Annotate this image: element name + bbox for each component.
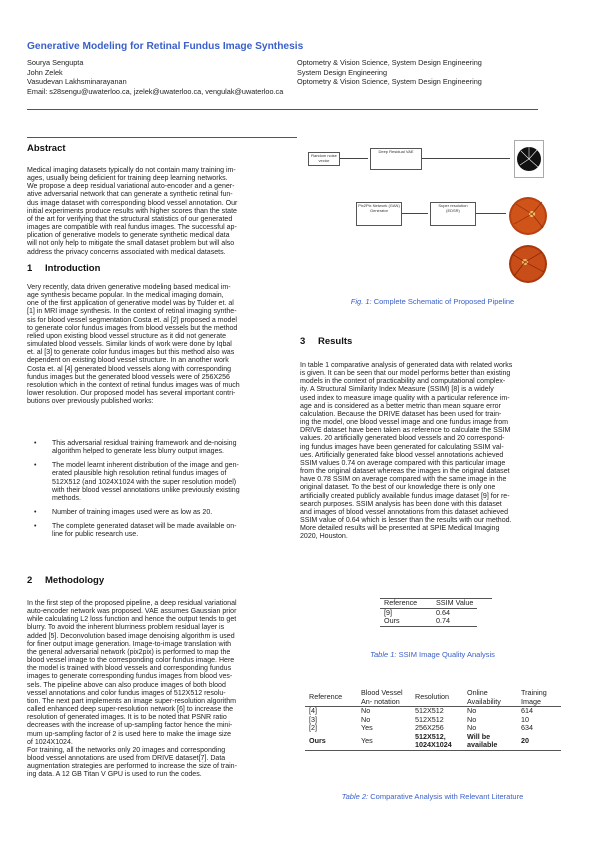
text-line: added [5]. Deconvolution based image denoising algorithm is used [27,632,235,640]
column-header: Blood Vessel An- notation [361,688,403,706]
table-cell: 512X512 [415,706,444,715]
text-line: with their blood vessel annotations unlike previously existing [52,486,240,494]
fundus-image [508,240,548,286]
text-line: ing data. A 12 GB Titan V GPU is used to run the codes. [27,771,202,779]
text-line: 512X512 (and 1024X1024 with the super resolution model) [52,478,237,486]
text-line: et. al [3] to generate color fundus images but this method also was [27,349,235,357]
text-line: butions over previously published works: [27,398,154,406]
table-rule [380,598,492,599]
fundus-thumbnail [508,240,548,286]
text-line: 2020, Houston. [300,533,348,541]
text-line: while calculating L2 loss function and hence the output tends to get [27,616,237,624]
text-line: simulated blood vessels. Similar kinds of work were done by Iqbal [27,341,232,349]
caption-label: Fig. 1: [350,297,372,306]
text-line: for finer output image generation. Image-to-image translation with [27,640,232,648]
author-name: John Zelek [27,67,63,77]
table-comparison [305,689,561,751]
table-cell: 0.74 [436,616,450,625]
table-cell: 0.64 [436,607,450,617]
bullet-list [27,440,295,540]
text-line: blood vessel annotations are used from DRIVE dataset[7]. Data [27,754,226,762]
text-line: and images of blood vessel annotations from this dataset achieved [300,508,509,516]
list-item [27,462,295,503]
text-line: auto-encoder network was proposed. VAE assumes Gaussian prior [27,608,237,616]
ssim-table [380,599,477,627]
divider [27,137,297,138]
text-line: [1] in MRI image synthesis. In the context of retinal imaging synthe- [27,308,237,316]
section-heading-introduction [27,263,100,274]
author-affiliations [297,58,482,87]
text-line: blood vessel image to the corresponding color fundus image. Here [27,657,235,665]
table-cell: Ours [384,616,400,625]
arrow [340,158,368,159]
table-cell: [4] [309,706,317,715]
node-super-resolution: Super resolution (EDSR) [430,202,476,226]
text-line: In the first step of the proposed pipeline, a deep residual variational [27,600,237,607]
table-cell: [2] [309,723,317,732]
text-line: used index to measure image quality with a particular reference im- [300,394,510,402]
section-heading-abstract: Abstract [27,143,66,154]
vessel-image [515,141,543,177]
table-cell: No [361,706,371,715]
section-number: 3 [300,336,306,347]
text-line: calculation. Because the DRIVE dataset has been used for train- [300,410,502,418]
list-item [27,509,295,517]
text-line: initial experiments produce results with higher scores than the state [27,207,237,215]
text-line: from the original dataset whereas the images in the original dataset [300,468,510,476]
table-cell: 634 [521,723,533,732]
table-cell: No [361,714,371,724]
table2-caption [300,792,565,801]
text-line: age and is considered as a better metric than mean square error [300,402,501,410]
table-ssim [380,598,477,627]
text-line: SSIM values 0.74 on average compared with this particular image [300,459,506,467]
text-line: blurry. To avoid the inherent blurriness problem residual layer is [27,624,225,632]
text-line: • The complete generated dataset will be made available on- [52,523,237,531]
author-emails: Email: s28sengu@uwaterloo.ca, jzelek@uwaterloo.ca, vengulak@uwaterloo.ca [27,87,284,96]
text-line: methods. [52,494,81,502]
text-line: called enhanced deep super-resolution network [6] to increase the [27,706,234,714]
abstract-text [27,167,295,257]
list-item [27,523,295,539]
caption-text: Complete Schematic of Proposed Pipeline [373,297,515,306]
text-line: algorithm helped to generate less blurry output images. [52,448,224,456]
text-line: In table 1 comparative analysis of generated data with related works [300,362,513,369]
column-header: SSIM Value [436,598,474,607]
text-line: dependent on existing blood vessel structure. In an another work [27,357,229,365]
author-names [27,58,127,87]
table-cell: 20 [521,735,529,745]
text-line: ative adversarial network that can generate a synthetic retinal fun- [27,191,233,199]
section-number: 1 [27,263,33,274]
table-header-row [305,689,561,707]
text-line: one of the first application of generative model was by Tulder et. al [27,300,234,308]
text-line: to generate color fundus images from blood vessels but the method [27,324,238,332]
column-header: Online Availability [467,688,501,706]
text-line: age synthesis became popular. In the medical imaging domain, [27,292,224,300]
vessel-thumbnail [514,140,544,178]
text-line: Medical imaging datasets typically do not contain many training im- [27,167,236,174]
caption-label: Table 2: [341,792,369,801]
author-name: Vasudevan Lakhsminarayanan [27,77,127,86]
text-line: ages, usually being deficient for training deep learning networks. [27,175,228,183]
author-affiliation: Optometry & Vision Science, System Design Engineering [297,58,482,67]
caption-label: Table 1: [370,650,397,659]
table-cell: No [467,714,477,724]
table-row [305,733,561,751]
table-cell: Ours [309,735,326,745]
text-line: SSIM value of 0.64 which is lesser than the results with our method. [300,516,512,524]
text-line: address the privacy concerns associated with medical datasets. [27,248,226,256]
column-header: Reference [309,692,343,702]
text-line: For training, all the networks only 20 images and corresponding [27,746,226,754]
text-line: DRIVE dataset have been taken as reference to calculate the SSIM [300,427,511,435]
table-cell: Yes [361,735,373,745]
section-title: Introduction [45,263,101,274]
text-line: augmentation strategies are performed to increase the size of train- [27,763,237,771]
table-cell: Yes [361,723,373,732]
table-cell: 10 [521,714,529,724]
divider [27,109,538,110]
text-line: ing the model, one blood vessel image and one fundus image from [300,419,509,427]
text-line: images are compatible with real fundus images. The successful ap- [27,224,237,232]
text-line: is given. It can be seen that our model performs better than existing [300,370,511,378]
text-line: More detailed results will be presented at SPIE Medical Imaging [300,525,500,533]
text-line: images to generate corresponding fundus images from blood ves- [27,673,233,681]
introduction-text [27,284,295,406]
text-line: original dataset. To the best of our knowledge there is only one [300,484,496,492]
arrow [476,213,506,214]
author-affiliation: Optometry & Vision Science, System Design Engineering [297,77,482,86]
text-line: plication of generative models to generate synthetic medical data [27,232,230,240]
column-header: Resolution [415,692,449,702]
text-line: ing fundus images have been generated for calculating SSIM val- [300,443,504,451]
fundus-thumbnail [508,192,548,238]
text-line: vessel annotations and color fundus images of 512X512 resolu- [27,689,226,697]
section-number: 2 [27,575,33,586]
text-line: the model is trained with blood vessels and corresponding fundus [27,665,232,673]
arrow [422,158,510,159]
arrow [402,213,428,214]
text-line: resolution of generated images. It is to be noted that PSNR ratio [27,714,227,722]
table-cell: 512X512, 1024X1024 [415,731,452,749]
author-name: Sourya Sengupta [27,58,84,67]
text-line: lower resolution. Our proposed model has several important contri- [27,390,236,398]
author-affiliation: System Design Engineering [297,67,388,77]
table-row [380,617,477,626]
caption-text: SSIM Image Quality Analysis [398,650,495,659]
text-line: resolution which in the context of retinal fundus images was of much [27,381,240,389]
text-line: • The model learnt inherent distribution of the image and gen- [52,462,239,470]
text-line: artificially created publicly available fundus image dataset [9] for re- [300,492,510,500]
table-cell: 256X256 [415,723,444,732]
text-line: • This adversarial residual training framework and de-noising [52,440,237,447]
text-line: of the art for verifying that the structural statistics of our generated [27,215,233,223]
text-line: have 0.78 SSIM on average compared with the same image in the [300,476,507,484]
text-line: dus image dataset with corresponding blood vessel annotation. Our [27,199,238,207]
node-pix2pix: Pix2Pix Network (GAN) Generator [356,202,402,226]
text-line: relied upon existing blood vessel structure as it did not generate [27,332,226,340]
text-line: erated plausible high resolution retinal fundus images of [52,470,227,478]
table1-caption [300,650,565,659]
section-title: Methodology [45,575,105,586]
section-title: Results [318,336,353,347]
text-line: of 1024X1024. [27,738,73,746]
column-header: Training Image [521,688,547,706]
text-line: the general adversarial network (pix2pix) is performed to map the [27,648,231,656]
text-line: line for public research use. [52,531,139,539]
caption-text: Comparative Analysis with Relevant Literature [370,792,524,801]
table-cell: No [467,723,477,732]
column-header: Reference [384,598,418,607]
text-line: search purposes. SSIM analysis has been done with this dataset [300,500,502,508]
text-line: mum up-sampling factor of 2 is used here to make the image size [27,730,232,738]
fundus-image [508,192,548,238]
table-header-row [380,599,477,608]
text-line: values. 20 artificially generated blood vessels and 20 correspond- [300,435,505,443]
results-text [300,362,568,541]
section-heading-methodology [27,575,104,586]
table-cell: [9] [384,607,392,617]
methodology-text [27,600,295,779]
section-heading-results [300,336,352,347]
figure-caption [300,297,565,306]
list-item [27,440,295,456]
text-line: We propose a deep residual variational auto-encoder and a gener- [27,183,235,191]
pipeline-figure [300,138,565,303]
table-cell: 614 [521,706,533,715]
comparison-table [305,689,561,751]
node-noise-vector: Random noise vector [308,152,340,166]
text-line: tion. The next part implements an image super-resolution algorithm [27,697,237,705]
text-line: sis for blood vessel segmentation Costa et. al [2] proposed a model [27,316,237,324]
table-cell: 512X512 [415,714,444,724]
text-line: • Number of training images used were as low as 20. [52,509,213,517]
text-line: sels. The pipeline above can also produce images of both blood [27,681,226,689]
contribution-list [27,440,295,546]
text-line: Costa et. al [4] generated blood vessels along with corresponding [27,365,232,373]
table-cell: No [467,706,477,715]
text-line: ues. Artificially generated fake blood vessel annotations achieved [300,451,504,459]
table-cell: [3] [309,714,317,724]
table-cell: Will be available [467,731,498,749]
node-residual-vae: Deep Residual VAE [370,148,422,170]
text-line: fundus images but the generated blood vessels were of 256X256 [27,373,230,381]
text-line: ity. A Structural Similarity Index Measure (SSIM) [8] is a widely [300,386,494,394]
paper-title: Generative Modeling for Retinal Fundus Image Synthesis [27,41,304,52]
text-line: models in the context of practicability and computational complex- [300,378,506,386]
text-line: will not only help to mitigate the small dataset problem but will also [27,240,235,248]
text-line: decreases with the increase of up-sampling factor hence the mini- [27,722,233,730]
text-line: Very recently, data driven generative modeling based medical im- [27,284,231,291]
